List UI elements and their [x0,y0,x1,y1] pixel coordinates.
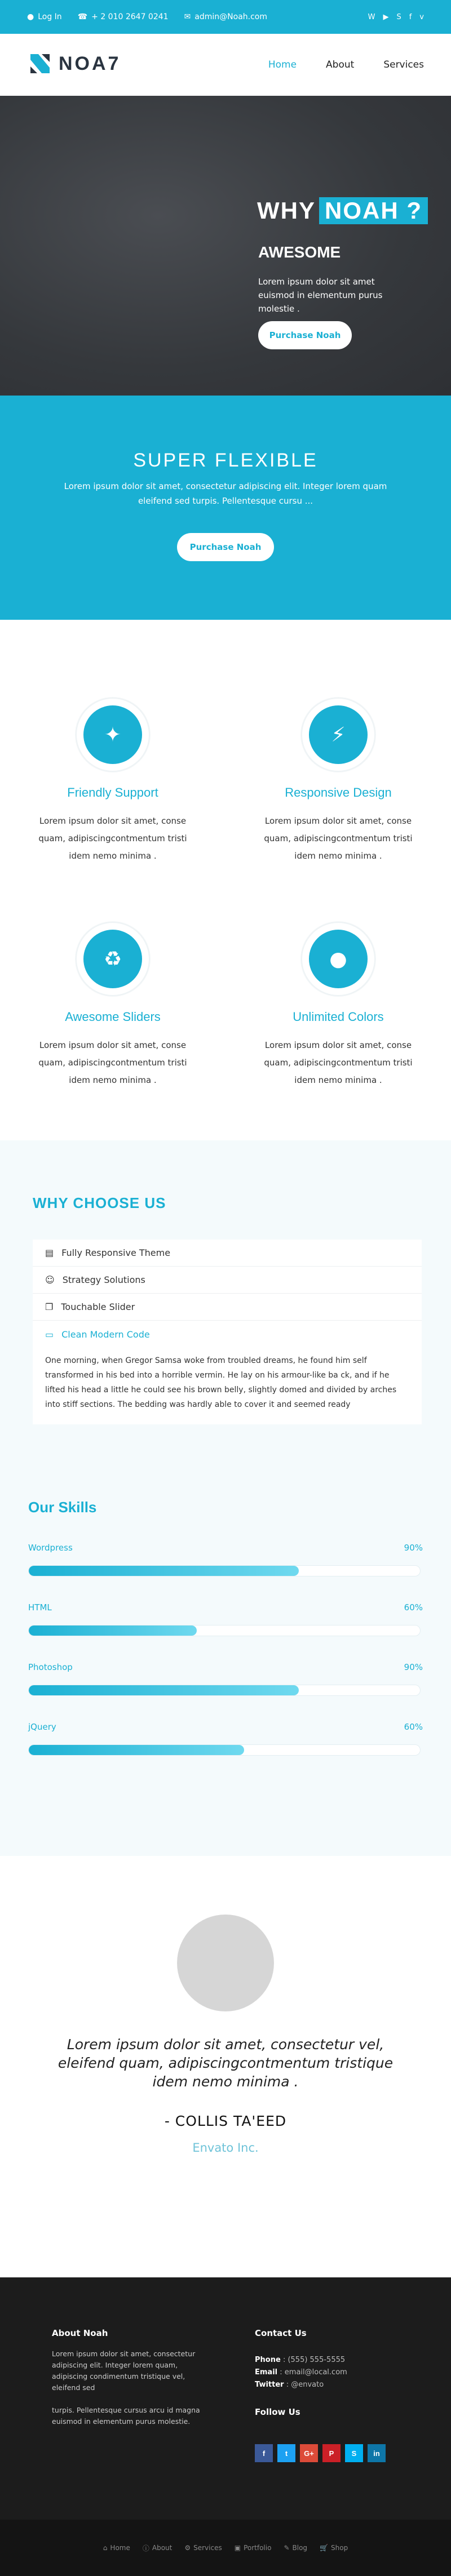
testimonial-author: - COLLIS TA'EED [164,2113,287,2129]
user-icon: ☺ [45,1274,55,1285]
drop-icon: ● [309,930,368,988]
nav-about[interactable]: About [326,59,355,70]
skill-name: jQuery [28,1722,56,1732]
skype-icon[interactable]: S [345,2444,363,2462]
copy-icon: ❐ [45,1302,54,1312]
skill-name: Wordpress [28,1543,73,1553]
skill-percent: 60% [404,1722,423,1732]
bottom-nav-about[interactable]: ⓘ About [142,2544,173,2552]
feature-unlimited-colors [226,922,451,1089]
why-title: WHY CHOOSE US [33,1194,166,1211]
footer-about-text: Lorem ipsum dolor sit amet, consectetur adipiscing elit. Integer lorem quam, adipiscing condimentum tristique vel, eleifend sed [52,2350,196,2392]
top-bar [0,0,451,34]
logo[interactable] [27,51,121,77]
gear-icon: ⚙ [184,2544,191,2552]
recycle-icon: ♻ [83,930,142,988]
skill-percent: 90% [404,1662,423,1672]
user-icon: ● [27,12,34,21]
feature-title: Awesome Sliders [65,1010,161,1024]
google-plus-icon[interactable]: G+ [300,2444,318,2462]
bottom-nav-blog[interactable]: ✎ Blog [284,2544,308,2552]
skype-icon[interactable]: S [396,12,401,21]
desktop-icon: ▤ [45,1247,54,1258]
footer-twitter[interactable]: Twitter : @envato [255,2380,324,2389]
wordpress-icon[interactable]: W [368,12,375,21]
features-section [0,620,451,1140]
flexible-text: Lorem ipsum dolor sit amet, consectetur adipiscing elit. Integer lorem quam eleifend sed turpis. Pellentesque cursu ... [64,481,387,506]
laptop-icon: ▭ [45,1329,54,1340]
footer-socials [255,2444,386,2462]
linkedin-icon[interactable]: in [368,2444,386,2462]
skill-percent: 90% [404,1543,423,1553]
bottom-nav-home[interactable]: ⌂ Home [103,2544,130,2552]
accordion-item[interactable]: ▤ Fully Responsive Theme [33,1240,422,1267]
bottom-nav [0,2520,451,2576]
info-icon: ⓘ [142,2544,149,2552]
skill-photoshop [28,1662,423,1696]
feature-responsive-design [226,698,451,865]
facebook-icon[interactable]: f [409,12,412,21]
feature-title: Unlimited Colors [293,1010,384,1024]
feature-text: Lorem ipsum dolor sit amet, conse quam, adipiscingcontmentum tristi idem nemo minima . [264,816,413,861]
why-choose-section [0,1140,451,1856]
lightning-icon: ⚡ [309,705,368,764]
accordion [33,1240,422,1424]
nav-home[interactable]: Home [268,59,297,70]
footer-contact [255,2328,407,2391]
testimonial-quote: Lorem ipsum dolor sit amet, consectetur vel, eleifend quam, adipiscingcontmentum tristique idem nemo minima . [58,2036,393,2090]
skill-html [28,1602,423,1636]
skill-fill [29,1745,244,1755]
skill-track [28,1625,421,1636]
pinterest-icon[interactable]: P [322,2444,341,2462]
skill-fill [29,1625,197,1636]
nav-services[interactable]: Services [383,59,424,70]
feature-text: Lorem ipsum dolor sit amet, conse quam, adipiscingcontmentum tristi idem nemo minima . [38,816,187,861]
pencil-icon: ✎ [284,2544,290,2552]
youtube-icon[interactable]: ▶ [383,12,389,21]
footer-follow-title: Follow Us [255,2407,300,2417]
footer-about-title: About Noah [52,2328,108,2338]
image-icon: ▣ [234,2544,241,2552]
footer-email[interactable]: Email : email@local.com [255,2368,347,2377]
flexible-section [0,396,451,620]
skill-fill [29,1685,299,1695]
feature-awesome-sliders [0,922,226,1089]
footer-contact-title: Contact Us [255,2328,307,2338]
bottom-nav-services[interactable]: ⚙ Services [184,2544,222,2552]
skills-title: Our Skills [28,1499,97,1516]
accordion-item-active[interactable]: ▭ Clean Modern Code [45,1329,150,1340]
hero-title: WHY NOAH ? [257,197,428,224]
phone-link[interactable]: ☎ + 2 010 2647 0241 [77,12,169,21]
facebook-icon[interactable]: f [255,2444,273,2462]
phone-icon: ☎ [77,12,88,21]
login-link[interactable]: ● Log In [27,12,62,21]
footer-about-text: turpis. Pellentesque cursus arcu id magna euismod in elementum purus molestie. [52,2406,200,2426]
bottom-nav-portfolio[interactable]: ▣ Portfolio [234,2544,272,2552]
skill-name: HTML [28,1602,52,1613]
flexible-purchase-button[interactable]: Purchase Noah [177,533,274,561]
skill-fill [29,1566,299,1576]
hero-subtitle: AWESOME [258,243,341,261]
skill-wordpress [28,1543,423,1576]
cart-icon: 🛒 [320,2544,328,2552]
accordion-item[interactable]: ☺ Strategy Solutions [33,1267,422,1294]
feature-title: Responsive Design [285,785,392,800]
feature-text: Lorem ipsum dolor sit amet, conse quam, adipiscingcontmentum tristi idem nemo minima . [264,1040,413,1085]
skill-track [28,1685,421,1696]
feature-text: Lorem ipsum dolor sit amet, conse quam, adipiscingcontmentum tristi idem nemo minima . [38,1040,187,1085]
avatar [177,1915,274,2011]
main-nav [268,34,424,96]
logo-text: NOA7 [59,52,121,74]
site-footer [0,2277,451,2520]
skill-track [28,1744,421,1756]
hero-purchase-button[interactable]: Purchase Noah [258,321,352,349]
logo-mark-icon [27,51,53,77]
site-header [0,34,451,96]
vimeo-icon[interactable]: v [419,12,424,21]
testimonial-section [0,1856,451,2277]
home-icon: ⌂ [103,2544,108,2552]
feature-title: Friendly Support [67,785,158,800]
footer-phone: Phone : (555) 555-5555 [255,2356,346,2364]
envelope-icon: ✉ [184,12,191,21]
skill-name: Photoshop [28,1662,73,1672]
magic-wand-icon: ✦ [83,705,142,764]
flexible-title: SUPER FLEXIBLE [133,450,318,471]
email-link[interactable]: ✉ admin@Noah.com [184,12,268,21]
hero-title-highlight: NOAH ? [319,197,428,224]
twitter-icon[interactable]: t [277,2444,295,2462]
accordion-item[interactable]: ❐ Touchable Slider [33,1294,422,1321]
skill-track [28,1565,421,1576]
skill-percent: 60% [404,1602,423,1613]
bottom-nav-shop[interactable]: 🛒 Shop [320,2544,348,2552]
feature-friendly-support [0,698,226,865]
hero-description: Lorem ipsum dolor sit amet euismod in elementum purus molestie . [258,277,383,314]
testimonial-company[interactable]: Envato Inc. [192,2141,259,2155]
accordion-body: One morning, when Gregor Samsa woke from troubled dreams, he found him self transformed in his bed into a horrible vermin. He lay on his armour-like ba ck, and if he lifted his head a little he could see his brown belly, slightly domed and divided by arches into stiff sections. The bedding was hardly able to cover it and seemed ready [45,1356,397,1409]
footer-about [52,2328,209,2427]
skill-jquery [28,1722,423,1756]
hero-section [0,96,451,396]
